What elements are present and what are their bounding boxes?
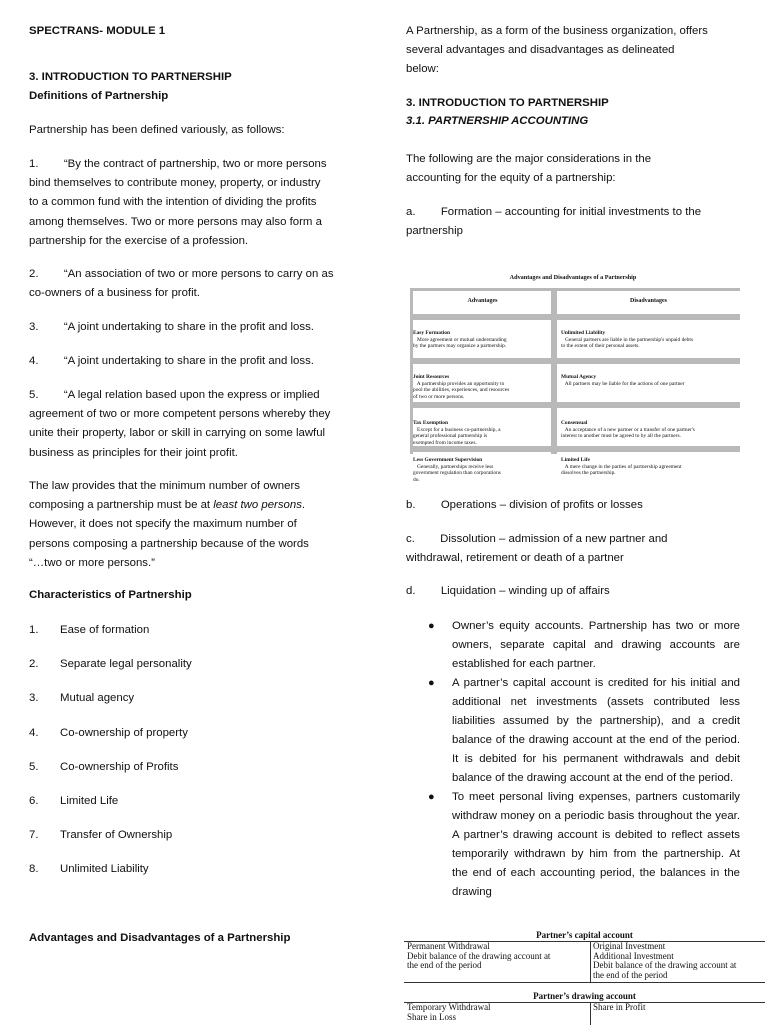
figure-cell: Joint Resources A partnership provides an opportunity to pool the abilities, experiences, and resources of two or more persons. <box>413 374 510 400</box>
drawing-account-table <box>404 991 765 1025</box>
figure-band <box>410 402 740 408</box>
item-dissolution: c. Dissolution – admission of a new partner and withdrawal, retirement or death of a partner <box>406 533 668 565</box>
advantages-disadvantages-figure <box>406 268 740 486</box>
figure-col-disadvantages: Disadvantages <box>629 298 667 304</box>
definition-4: 4. “A joint undertaking to share in the profit and loss. <box>29 355 314 367</box>
figure-cell: Consensual An acceptance of a new partner or a transfer of one partner's interest to another must be agreed to by all the partners. <box>561 420 695 440</box>
drawing-credit-column: Share in Profit <box>593 1002 646 1012</box>
bullet-icon: ● <box>428 620 435 632</box>
item-liquidation: d. Liquidation – winding up of affairs <box>406 585 610 597</box>
figure-band <box>410 314 740 320</box>
item-operations: b. Operations – division of profits or losses <box>406 499 643 511</box>
capital-table-grid <box>404 941 765 983</box>
right-section-title: 3. INTRODUCTION TO PARTNERSHIP <box>406 97 609 109</box>
bullet-icon: ● <box>428 677 435 689</box>
module-header: SPECTRANS- MODULE 1 <box>29 25 166 37</box>
capital-account-table <box>404 930 765 983</box>
figure-band <box>410 446 740 452</box>
figure-cell: Less Government Supervision Generally, partnerships receive less government regulation than corporations do. <box>413 457 501 483</box>
figure-band <box>410 288 740 291</box>
definition-5: 5. “A legal relation based upon the express or implied agreement of two or more competent persons whereby they unite their property, labor or skill in carrying on some lawful business as principles for their joint profit. <box>29 389 331 459</box>
figure-cell: Mutual Agency All partners may be liable for the actions of one partner <box>561 374 685 387</box>
figure-col-advantages: Advantages <box>467 298 498 304</box>
bullet-icon: ● <box>428 791 435 803</box>
drawing-table-title: Partner’s drawing account <box>533 991 636 1001</box>
considerations-paragraph: The following are the major considerations in the accounting for the equity of a partnership: <box>406 153 652 185</box>
bullet-item: ● Owner’s equity accounts. Partnership has two or more owners, separate capital and drawing accounts are established for each partner. <box>428 617 740 674</box>
drawing-debit-column: Temporary Withdrawal Share in Loss <box>407 1002 491 1022</box>
definition-3: 3. “A joint undertaking to share in the profit and loss. <box>29 321 314 333</box>
figure-vline <box>551 288 557 454</box>
law-paragraph: The law provides that the minimum number of owners composing a partnership must be at least two persons. However, it does not specify the maximum number of persons composing a partnership because of the words “…two or more persons.” <box>29 480 309 569</box>
subsection-title: 3.1. PARTNERSHIP ACCOUNTING <box>406 115 589 127</box>
figure-cell: Limited Life A mere change in the parties of partnership agreement dissolves the partnership. <box>561 457 682 477</box>
definition-2: 2. “An association of two or more persons to carry on as co-owners of a business for profit. <box>29 268 334 300</box>
figure-cell: Unlimited Liability General partners are liable in the partnership's unpaid debts to the extent of their personal assets. <box>561 330 693 350</box>
bullet-item: ● A partner’s capital account is credited for his initial and additional net investments (assets contributed less liabilities assumed by the partnership), and a credit balance of the drawing account at the end of the period. It is debited for his permanent withdrawals and debit balance of the drawing account at the end of the period. <box>428 674 740 788</box>
characteristics-title: Characteristics of Partnership <box>29 589 192 601</box>
definitions-title: Definitions of Partnership <box>29 90 169 102</box>
figure-cell: Easy Formation More agreement or mutual understanding by the partners may organize a partnership. <box>413 330 507 350</box>
bullet-list <box>428 617 740 902</box>
section-title: 3. INTRODUCTION TO PARTNERSHIP <box>29 71 232 83</box>
drawing-table-grid <box>404 1002 765 1025</box>
item-formation: a. Formation – accounting for initial investments to the partnership <box>406 206 702 238</box>
capital-credit-column: Original Investment Additional Investment Debit balance of the drawing account at the end of the period <box>593 941 737 980</box>
right-intro: A Partnership, as a form of the business organization, offers several advantages and disadvantages as delineated below: <box>406 25 708 76</box>
definition-1: 1. “By the contract of partnership, two or more persons bind themselves to contribute money, property, or industry to a common fund with the intention of dividing the profits among themselves. Two or more persons may also form a partnership for the exercise of a profession. <box>29 158 327 247</box>
figure-cell: Tax Exemption Except for a business co-partnership, a general professional partnership is exempted from income taxes. <box>413 420 501 446</box>
advantages-title: Advantages and Disadvantages of a Partnership <box>29 932 291 944</box>
definitions-intro: Partnership has been defined variously, as follows: <box>29 124 285 136</box>
capital-table-title: Partner’s capital account <box>536 930 633 940</box>
capital-debit-column: Permanent Withdrawal Debit balance of the drawing account at the end of the period <box>407 941 551 971</box>
figure-band <box>410 358 740 364</box>
bullet-item: ● To meet personal living expenses, partners customarily withdraw money on a periodic basis throughout the year. A partner’s drawing account is debited to reflect assets temporarily withdrawn by him from the partnership. At the end of each accounting period, the balances in the drawing <box>428 788 740 902</box>
figure-title: Advantages and Disadvantages of a Partnership <box>509 274 637 281</box>
